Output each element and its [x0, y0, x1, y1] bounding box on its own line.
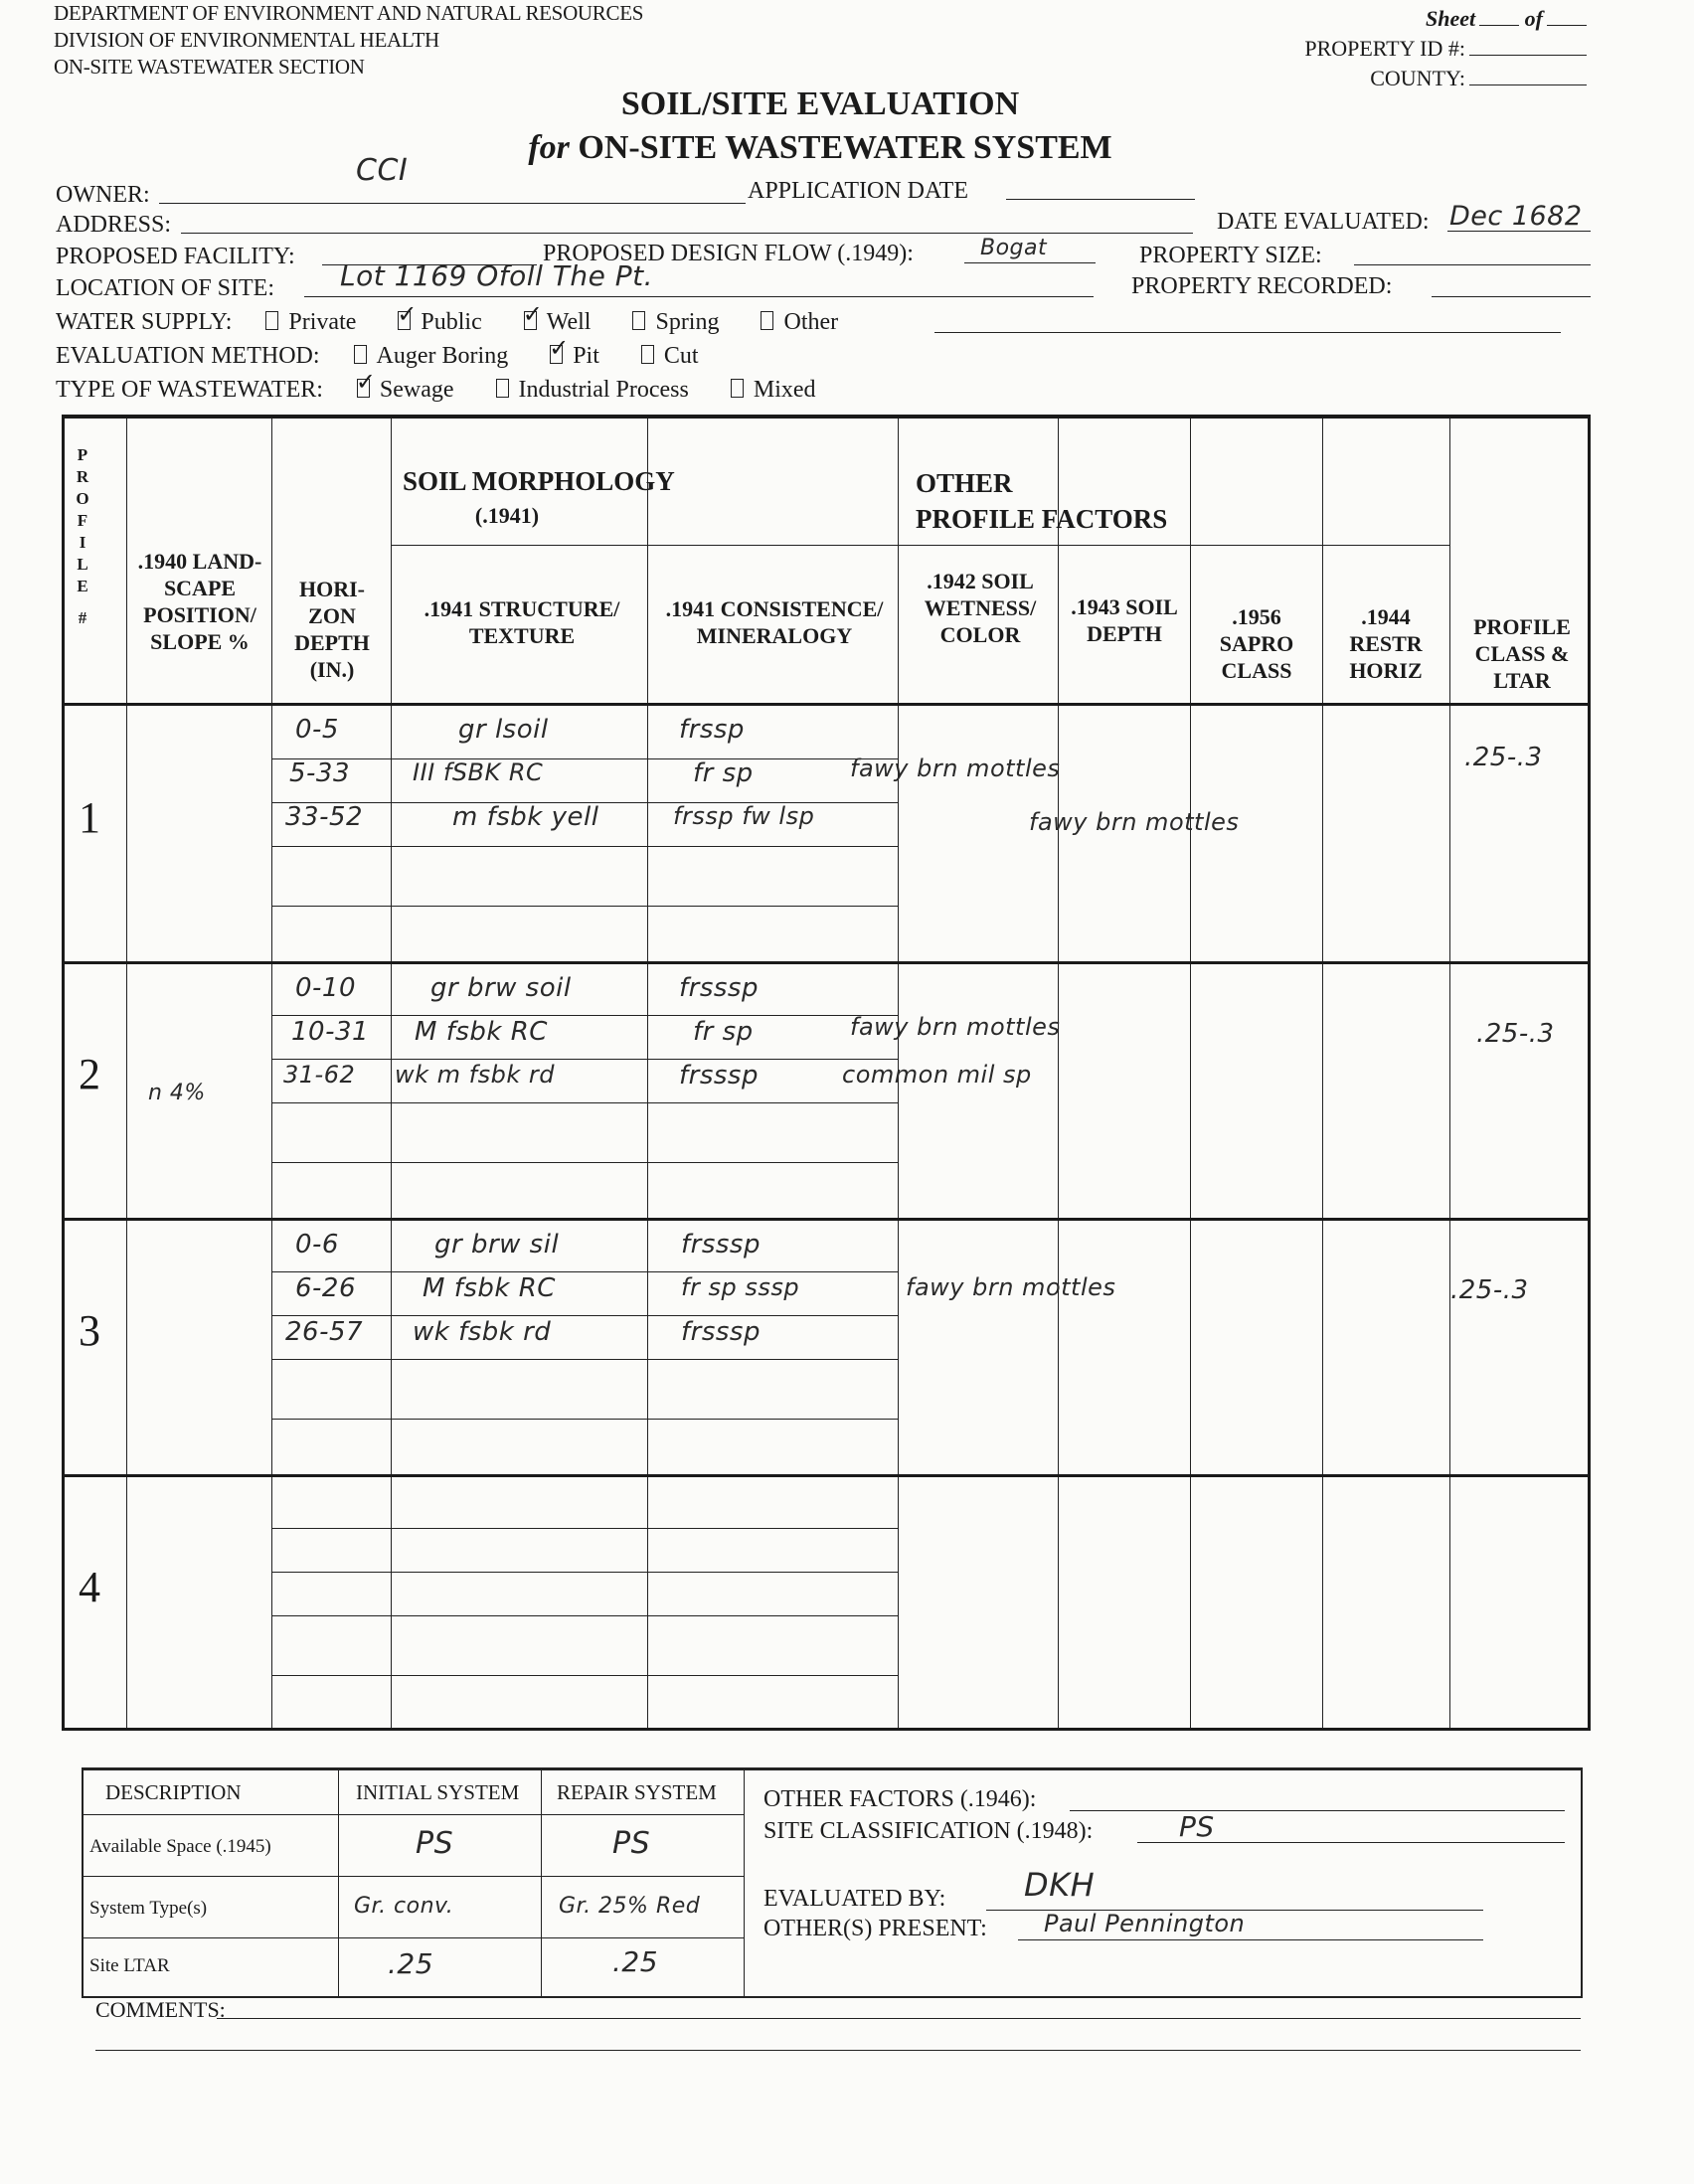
col-divider [647, 419, 648, 1728]
col-divider [126, 419, 127, 1728]
profile-letter: E [77, 577, 88, 595]
sapro-header: .1956 SAPRO CLASS [1219, 604, 1294, 683]
profile-letter: P [77, 445, 88, 464]
p1-depth-3: 33-52 [285, 802, 364, 832]
landscape-header: .1940 LAND- SCAPE POSITION/ SLOPE % [137, 549, 262, 654]
consistence-header: .1941 CONSISTENCE/ MINERALOGY [665, 596, 884, 648]
date-evaluated-label: DATE EVALUATED: [1217, 209, 1430, 235]
p1-consistence-1: frssp [679, 715, 745, 745]
p2-depth-1: 0-10 [295, 973, 357, 1003]
of-field[interactable] [1547, 7, 1587, 26]
p2-ltar: .25-.3 [1476, 1019, 1555, 1049]
profile-number-4: 4 [79, 1563, 100, 1611]
p3-structure-2: M fsbk RC [423, 1273, 556, 1303]
header-divider [391, 545, 1449, 546]
row-line [271, 1162, 898, 1163]
dept-line-2: DIVISION OF ENVIRONMENTAL HEALTH [54, 28, 439, 52]
sewage-checkbox[interactable] [357, 379, 370, 398]
repair-system-header: REPAIR SYSTEM [557, 1780, 717, 1804]
row-line [271, 1615, 898, 1616]
profile-factors-header: PROFILE FACTORS [916, 504, 1168, 534]
other-checkbox[interactable] [761, 311, 773, 330]
p2-depth-2: 10-31 [291, 1017, 370, 1047]
industrial-option: Industrial Process [518, 377, 689, 403]
county-label: COUNTY: [1370, 66, 1465, 90]
of-label: of [1524, 6, 1543, 31]
p2-structure-3: wk m fsbk rd [395, 1061, 555, 1089]
other-factors-header: OTHER [916, 468, 1013, 498]
sheet-info [1304, 4, 1587, 93]
profile-separator [65, 961, 1588, 964]
property-size-label: PROPERTY SIZE: [1139, 243, 1322, 268]
well-checkbox[interactable] [524, 311, 537, 330]
pit-option: Pit [573, 343, 599, 369]
soil-morphology-header: SOIL MORPHOLOGY [403, 466, 675, 496]
others-present-label: OTHER(S) PRESENT: [763, 1916, 987, 1941]
p2-depth-3: 31-62 [283, 1061, 356, 1089]
p3-wetness-2: fawy brn mottles [906, 1273, 1116, 1301]
profile-separator [65, 1474, 1588, 1477]
p2-structure-1: gr brw soil [430, 973, 572, 1003]
owner-label: OWNER: [56, 182, 150, 208]
other-option: Other [783, 309, 839, 335]
p2-slope: n 4% [148, 1081, 206, 1105]
location-field[interactable] [304, 296, 1094, 297]
owner-field[interactable] [159, 203, 746, 204]
col-divider [1322, 419, 1323, 1728]
p3-depth-3: 26-57 [285, 1317, 364, 1347]
comments-field-line-2[interactable] [95, 2050, 1581, 2051]
p2-consistence-3: frsssp [679, 1061, 759, 1091]
private-checkbox[interactable] [265, 311, 278, 330]
p1-consistence-3: frssp fw lsp [673, 802, 815, 830]
profile-letter: O [76, 489, 89, 508]
p1-depth-2: 5-33 [289, 758, 351, 788]
property-size-field[interactable] [1354, 264, 1591, 265]
site-ltar-label: Site LTAR [89, 1955, 170, 1976]
row-line [271, 1359, 898, 1360]
application-date-label: APPLICATION DATE [748, 178, 968, 204]
design-flow-label: PROPOSED DESIGN FLOW (.1949): [543, 241, 914, 266]
form-subtitle [0, 129, 1640, 167]
profile-letter: R [76, 467, 89, 486]
profile-number-3: 3 [79, 1306, 100, 1355]
row-line [271, 1102, 898, 1103]
county-field[interactable] [1469, 67, 1587, 85]
p1-structure-1: gr lsoil [458, 715, 549, 745]
p3-depth-1: 0-6 [295, 1230, 339, 1260]
row-line [271, 1059, 898, 1060]
site-classification-label: SITE CLASSIFICATION (.1948): [763, 1818, 1094, 1844]
profile-letter: F [77, 511, 88, 530]
p3-structure-3: wk fsbk rd [413, 1317, 552, 1347]
system-summary [82, 1767, 1583, 1998]
department-header [54, 0, 643, 81]
p2-consistence-1: frsssp [679, 973, 759, 1003]
location-value: Lot 1169 Ofoll The Pt. [340, 259, 653, 292]
col-divider [1449, 419, 1450, 1728]
other-factors-label: OTHER FACTORS (.1946): [763, 1786, 1037, 1812]
site-ltar-initial: .25 [388, 1947, 434, 1980]
sewage-option: Sewage [379, 377, 454, 403]
col-divider [541, 1770, 542, 1996]
comments-field[interactable] [217, 2018, 1581, 2019]
row-line [271, 1315, 898, 1316]
col-divider [271, 419, 272, 1728]
soil-depth-header: .1943 SOIL DEPTH [1071, 594, 1178, 646]
p3-consistence-1: frsssp [681, 1230, 761, 1260]
profile-letter: # [78, 608, 87, 627]
form-title: SOIL/SITE EVALUATION [620, 85, 1020, 122]
application-date-field[interactable] [1006, 199, 1195, 200]
cut-option: Cut [663, 343, 699, 369]
p3-ltar: .25-.3 [1450, 1275, 1529, 1305]
date-evaluated-value: Dec 1682 [1449, 201, 1583, 232]
col-divider [338, 1770, 339, 1996]
horizon-header: HORI- ZON DEPTH (IN.) [294, 577, 370, 682]
p1-ltar: .25-.3 [1464, 743, 1543, 772]
profile-letter: I [79, 533, 86, 552]
wastewater-label: TYPE OF WASTEWATER: [56, 377, 323, 403]
p2-wetness-2: fawy brn mottles [850, 1013, 1061, 1041]
evaluated-by-value: DKH [1024, 1866, 1096, 1904]
p1-depth-1: 0-5 [295, 715, 339, 745]
evaluation-method-label: EVALUATION METHOD: [56, 343, 320, 369]
profile-number-2: 2 [79, 1050, 100, 1098]
p2-wetness-3: common mil sp [842, 1061, 1032, 1089]
water-supply-row [56, 308, 838, 336]
row-line [84, 1876, 744, 1877]
soil-morphology-code: (.1941) [474, 503, 540, 528]
title-for: for [528, 129, 570, 166]
address-label: ADDRESS: [56, 212, 172, 238]
title-line2: ON-SITE WASTEWATER SYSTEM [578, 129, 1112, 166]
system-type-initial: Gr. conv. [354, 1894, 454, 1919]
available-space-initial: PS [416, 1826, 454, 1861]
soil-profile-table [62, 415, 1591, 1731]
p3-consistence-3: frsssp [681, 1317, 761, 1347]
row-line [84, 1814, 744, 1815]
site-ltar-repair: .25 [612, 1945, 659, 1978]
others-present-field[interactable] [1018, 1939, 1483, 1940]
dept-line-3: ON-SITE WASTEWATER SECTION [54, 55, 365, 79]
water-supply-label: WATER SUPPLY: [56, 309, 233, 335]
profile-class-header: PROFILE CLASS & LTAR [1473, 614, 1571, 693]
col-divider [1058, 419, 1059, 1728]
row-line [271, 846, 898, 847]
evaluated-by-label: EVALUATED BY: [763, 1886, 946, 1912]
profile-header [73, 444, 92, 629]
wastewater-row [56, 376, 816, 404]
pit-checkbox[interactable] [550, 345, 563, 364]
p2-consistence-2: fr sp [693, 1017, 754, 1047]
wetness-header: .1942 SOIL WETNESS/ COLOR [924, 569, 1037, 647]
cut-checkbox[interactable] [641, 345, 654, 364]
profile-letter: L [77, 555, 88, 574]
location-label: LOCATION OF SITE: [56, 275, 274, 301]
profile-separator [65, 1218, 1588, 1221]
auger-boring-option: Auger Boring [376, 343, 509, 369]
row-line [271, 1675, 898, 1676]
property-recorded-label: PROPERTY RECORDED: [1131, 273, 1393, 299]
address-field[interactable] [181, 233, 1193, 234]
well-option: Well [546, 309, 592, 335]
system-type-repair: Gr. 25% Red [559, 1894, 701, 1919]
system-type-label: System Type(s) [89, 1898, 208, 1919]
public-checkbox[interactable] [398, 311, 411, 330]
p1-structure-3: m fsbk yell [452, 802, 599, 832]
others-present-value: Paul Pennington [1044, 1910, 1246, 1937]
col-divider [1190, 419, 1191, 1728]
p3-structure-1: gr brw sil [434, 1230, 560, 1260]
col-divider [391, 419, 392, 1728]
row-line [84, 1937, 744, 1938]
p1-wetness-3: fawy brn mottles [1029, 808, 1240, 836]
design-flow-value: Bogat [980, 236, 1048, 260]
row-line [271, 1419, 898, 1420]
row-line [271, 1528, 898, 1529]
restr-header: .1944 RESTR HORIZ [1349, 604, 1423, 683]
row-line [271, 758, 898, 759]
row-line [271, 1572, 898, 1573]
proposed-facility-label: PROPOSED FACILITY: [56, 244, 295, 269]
p3-depth-2: 6-26 [295, 1273, 357, 1303]
water-supply-other-field[interactable] [934, 332, 1561, 333]
date-evaluated-field[interactable] [1447, 231, 1591, 232]
other-factors-field[interactable] [1070, 1810, 1565, 1811]
spring-checkbox[interactable] [632, 311, 645, 330]
owner-value: CCI [356, 153, 409, 188]
description-header: DESCRIPTION [105, 1780, 242, 1804]
property-recorded-field[interactable] [1432, 296, 1591, 297]
structure-header: .1941 STRUCTURE/ TEXTURE [424, 596, 620, 648]
row-line [271, 906, 898, 907]
col-divider [744, 1770, 745, 1996]
property-id-field[interactable] [1469, 37, 1587, 56]
p1-wetness-2: fawy brn mottles [850, 755, 1061, 782]
property-id-label: PROPERTY ID #: [1304, 36, 1465, 61]
comments-label: COMMENTS: [95, 1997, 226, 2022]
available-space-label: Available Space (.1945) [89, 1836, 271, 1857]
sheet-label: Sheet [1426, 6, 1476, 31]
header-bottom [65, 703, 1588, 706]
private-option: Private [288, 309, 357, 335]
p1-structure-2: III fSBK RC [413, 758, 544, 786]
row-line [271, 1015, 898, 1016]
site-classification-value: PS [1179, 1810, 1215, 1843]
available-space-repair: PS [612, 1826, 651, 1861]
public-option: Public [421, 309, 482, 335]
mixed-checkbox[interactable] [731, 379, 744, 398]
profile-number-1: 1 [79, 793, 100, 842]
site-classification-field[interactable] [1137, 1842, 1565, 1843]
spring-option: Spring [655, 309, 720, 335]
design-flow-field[interactable] [964, 262, 1096, 263]
evaluation-method-row [56, 342, 699, 370]
mixed-option: Mixed [753, 377, 816, 403]
row-line [271, 1271, 898, 1272]
p3-consistence-2: fr sp sssp [681, 1273, 800, 1301]
auger-boring-checkbox[interactable] [354, 345, 367, 364]
initial-system-header: INITIAL SYSTEM [356, 1780, 520, 1804]
dept-line-1: DEPARTMENT OF ENVIRONMENT AND NATURAL RESOURCES [54, 1, 644, 25]
p1-consistence-2: fr sp [693, 758, 754, 788]
sheet-field[interactable] [1479, 7, 1519, 26]
industrial-checkbox[interactable] [496, 379, 509, 398]
p2-structure-2: M fsbk RC [415, 1017, 548, 1047]
